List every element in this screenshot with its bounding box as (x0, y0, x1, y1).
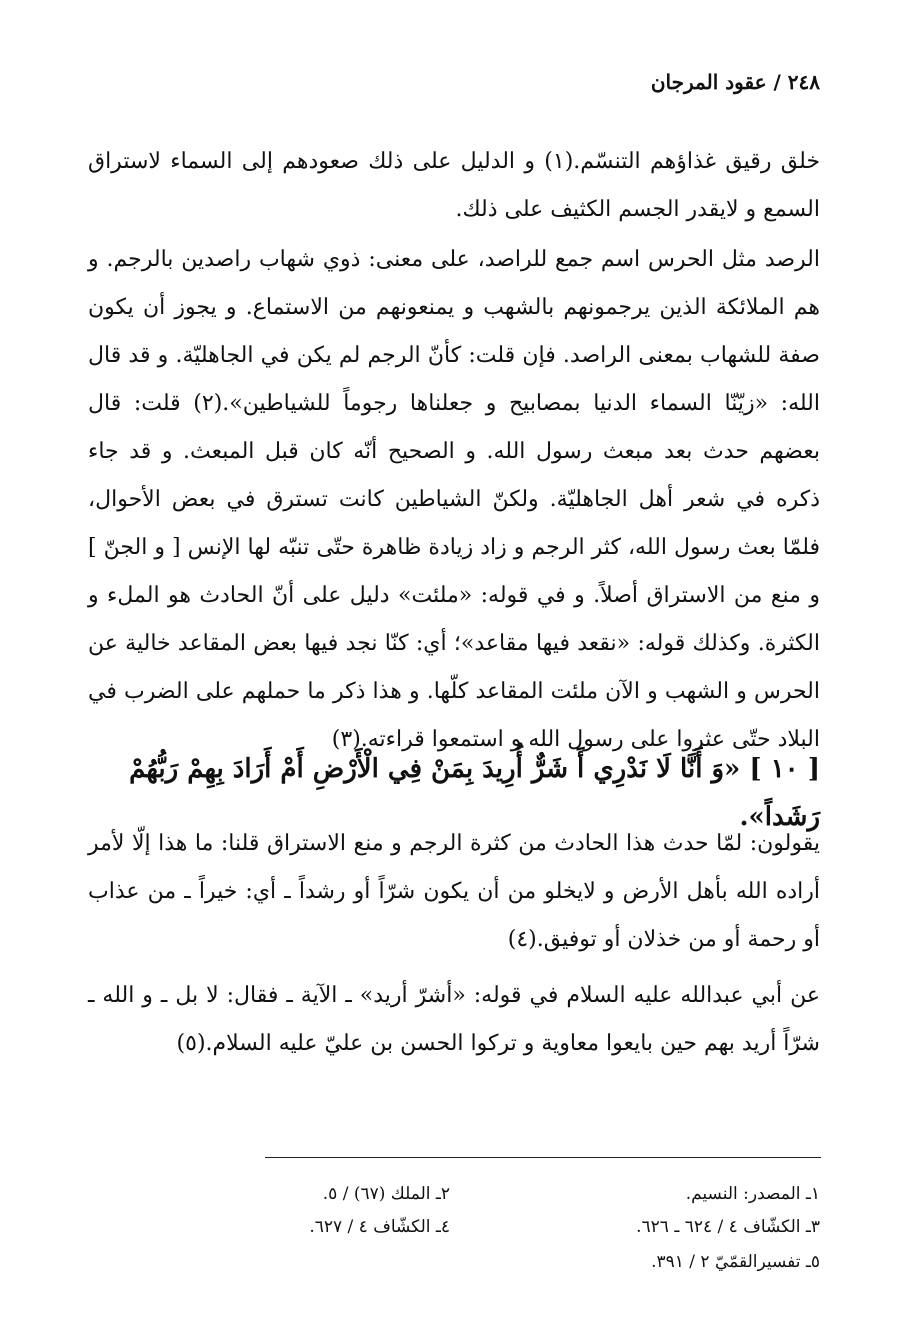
paragraph-2: الرصد مثل الحرس اسم جمع للراصد، على معنى: ذوي شهاب راصدين بالرجم. و هم الملائكة الذين يرجمونهم بالشهب و يمنعونهم من الاستماع. و يجوز أن يكون صفة للشهاب بمعنى الراصد. فإن قلت: كأنّ الرجم لم يكن في الجاهليّة. و قد قال الله: «زيّنّا السماء الدنيا بمصابيح و جعلناها رجوماً للشياطين».(٢) قلت: قال بعضهم حدث بعد مبعث رسول الله. و الصحيح أنّه كان قبل المبعث. و قد جاء ذكره في شعر أهل الجاهليّة. ولكنّ الشياطين كانت تسترق في بعض الأحوال، فلمّا بعث رسول الله، كثر الرجم و زاد زيادة ظاهرة حتّى تنبّه لها الإنس [ و الجنّ ] و منع من الاستراق أصلاً. و في قوله: «ملئت» دليل على أنّ الحادث هو الملء و الكثرة. وكذلك قوله: «نقعد فيها مقاعد»؛ أي: كنّا نجد فيها بعض المقاعد خالية عن الحرس و الشهب و الآن ملئت المقاعد كلّها. و هذا ذكر ما حملهم على الضرب في البلاد حتّى عثروا على رسول الله و استمعوا قراءته.(٣) (88, 247, 820, 752)
book-title: عقود المرجان (650, 70, 767, 94)
header-separator: / (773, 70, 781, 94)
quran-verse: [ ١٠ ] «وَ أَنَّا لَا نَدْرِي أَ شَرٌّ أُرِيدَ بِمَنْ فِي الْأَرْضِ أَمْ أَرَادَ بِهِمْ رَبُّهُمْ رَشَداً». (129, 754, 820, 832)
footnote-3: ٣ـ الكشّاف ٤ / ٦٢٤ ـ ٦٢٦. (636, 1217, 820, 1237)
footnote-2: ٢ـ الملك (٦٧) / ٥. (322, 1184, 450, 1204)
footnote-1: ١ـ المصدر: النسيم. (685, 1184, 820, 1204)
footnote-separator (265, 1157, 821, 1158)
footnote-4: ٤ـ الكشّاف ٤ / ٦٢٧. (309, 1217, 450, 1237)
running-header (651, 70, 820, 94)
paragraph-4: عن أبي عبدالله عليه السلام في قوله: «أشرّ أريد» ـ الآية ـ فقال: لا بل ـ و الله ـ شرّاً أريد بهم حين بايعوا معاوية و تركوا الحسن بن عليّ عليه السلام.(٥) (88, 983, 820, 1056)
footnote-5: ٥ـ تفسيرالقمّيّ ٢ / ٣٩١. (651, 1252, 820, 1272)
paragraph-3: يقولون: لمّا حدث هذا الحادث من كثرة الرجم و منع الاستراق قلنا: ما هذا إلّا لأمر أراده الله بأهل الأرض و لايخلو من أن يكون شرّاً أو رشداً ـ أي: خيراً ـ من عذاب أو رحمة أو من خذلان أو توفيق.(٤) (88, 831, 820, 952)
paragraph-1: خلق رقيق غذاؤهم التنسّم.(١) و الدليل على ذلك صعودهم إلى السماء لاستراق السمع و لايقدر الجسم الكثيف على ذلك. (88, 149, 820, 222)
page-number: ٢٤٨ (787, 70, 820, 94)
